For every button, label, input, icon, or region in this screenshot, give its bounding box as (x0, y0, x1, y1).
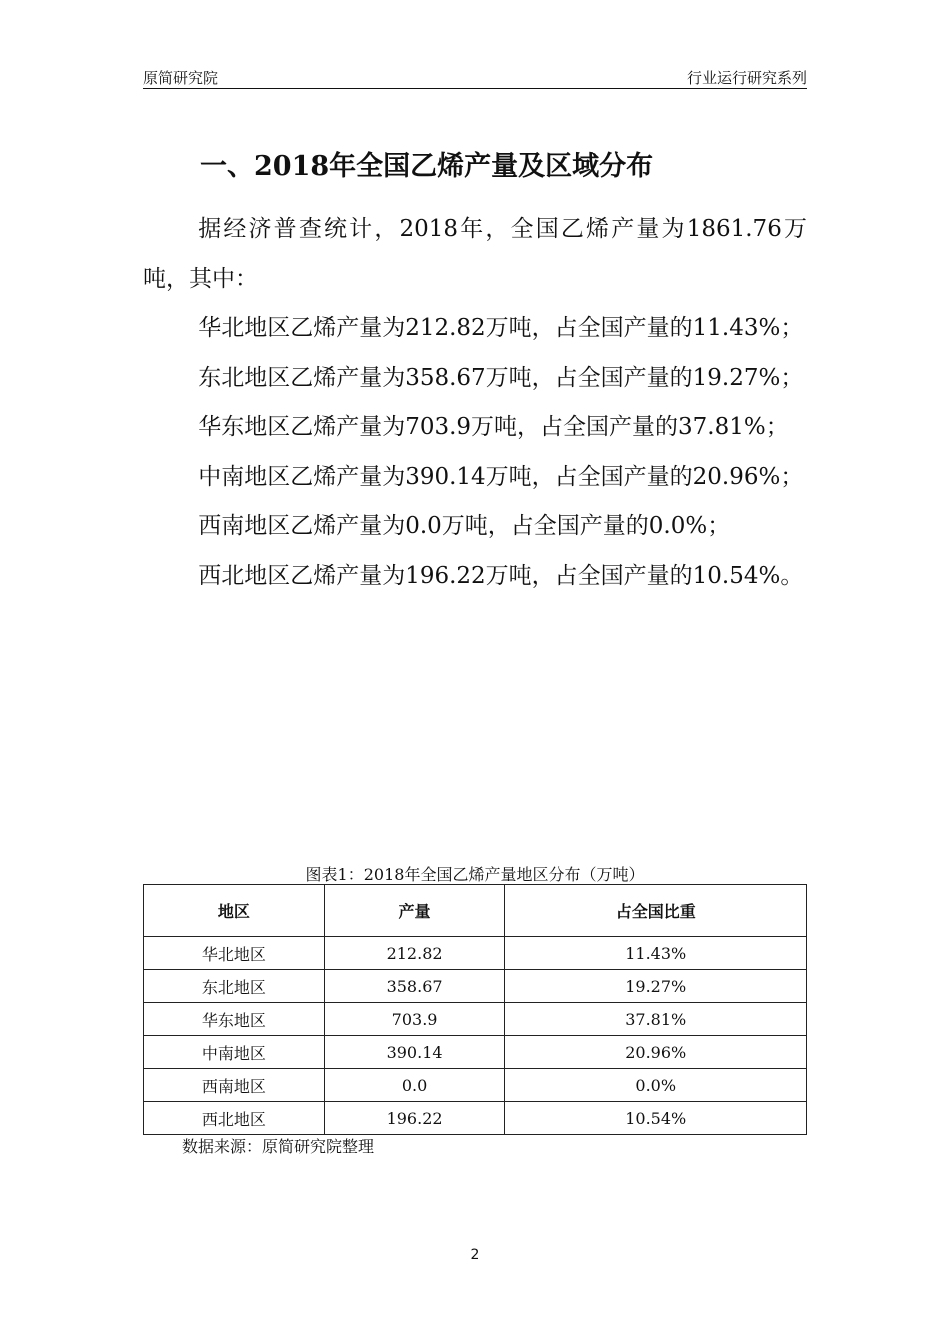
table-row (144, 937, 807, 970)
production-table (143, 884, 807, 1135)
table-cell: 358.67 (324, 970, 505, 1003)
table-cell: 20.96% (505, 1036, 807, 1069)
paragraph-southwest: 西南地区乙烯产量为0.0万吨，占全国产量的0.0%； (198, 513, 731, 539)
paragraph-intro: 据经济普查统计，2018年，全国乙烯产量为1861.76万吨，其中： (143, 216, 807, 292)
column-header-region: 地区 (144, 885, 325, 937)
paragraph-northwest: 西北地区乙烯产量为196.22万吨，占全国产量的10.54%。 (198, 562, 804, 589)
table-caption: 图表1：2018年全国乙烯产量地区分布（万吨） (305, 865, 645, 884)
table-cell: 11.43% (505, 937, 807, 970)
table-row (144, 1036, 807, 1069)
table-cell: 703.9 (324, 1003, 505, 1036)
table-cell: 西南地区 (144, 1069, 325, 1102)
paragraph-central-south: 中南地区乙烯产量为390.14万吨，占全国产量的20.96%； (198, 463, 804, 490)
paragraph-north-china: 华北地区乙烯产量为212.82万吨，占全国产量的11.43%； (198, 315, 804, 341)
table-row (144, 970, 807, 1003)
table-cell: 0.0% (505, 1069, 807, 1102)
column-header-output: 产量 (324, 885, 505, 937)
data-source-note: 数据来源：原简研究院整理 (182, 1137, 375, 1156)
body-text (143, 205, 807, 601)
table-cell: 华北地区 (144, 937, 325, 970)
header-org-name: 原简研究院 (143, 69, 219, 87)
header-series-name: 行业运行研究系列 (686, 69, 807, 87)
section-title: 一、2018年全国乙烯产量及区域分布 (200, 151, 654, 182)
table-cell: 西北地区 (144, 1102, 325, 1135)
header-divider (143, 88, 807, 89)
table-header-row (144, 885, 807, 937)
table-row (144, 1102, 807, 1135)
table-cell: 196.22 (324, 1102, 505, 1135)
table-row (144, 1003, 807, 1036)
table-cell: 0.0 (324, 1069, 505, 1102)
table-cell: 37.81% (505, 1003, 807, 1036)
page-number: 2 (470, 1247, 480, 1263)
table-cell: 390.14 (324, 1036, 505, 1069)
table-cell: 10.54% (505, 1102, 807, 1135)
table-cell: 东北地区 (144, 970, 325, 1003)
table-cell: 中南地区 (144, 1036, 325, 1069)
table-cell: 华东地区 (144, 1003, 325, 1036)
table-cell: 19.27% (505, 970, 807, 1003)
table-cell: 212.82 (324, 937, 505, 970)
paragraph-northeast: 东北地区乙烯产量为358.67万吨，占全国产量的19.27%； (198, 364, 804, 391)
column-header-share: 占全国比重 (505, 885, 807, 937)
table-row (144, 1069, 807, 1102)
paragraph-east-china: 华东地区乙烯产量为703.9万吨，占全国产量的37.81%； (198, 414, 789, 440)
